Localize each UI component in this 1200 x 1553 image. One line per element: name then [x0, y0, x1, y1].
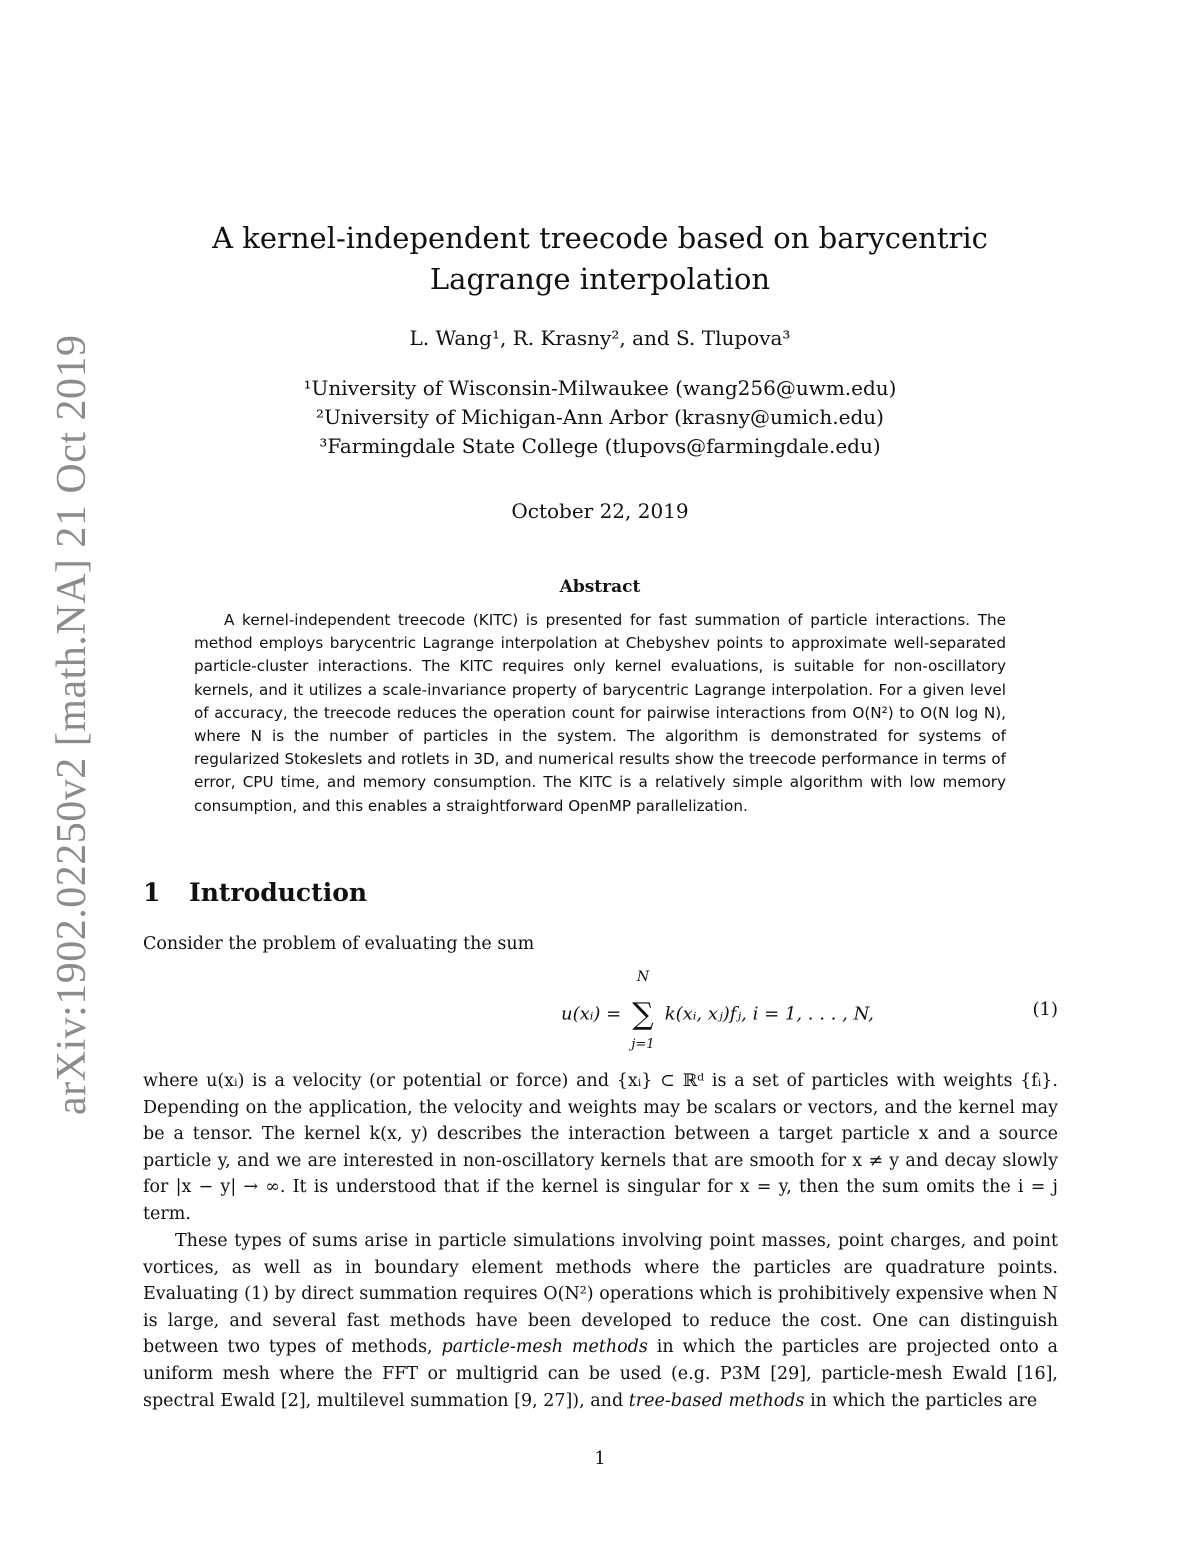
section-heading [143, 878, 367, 907]
equation-rhs: k(xᵢ, xⱼ)fⱼ, i = 1, . . . , N, [664, 1003, 874, 1025]
equation-body [561, 969, 874, 1052]
equation-number: (1) [1032, 999, 1058, 1020]
page-number: 1 [594, 1448, 606, 1469]
paper-date: October 22, 2019 [511, 499, 689, 523]
emphasis-particle-mesh: particle-mesh methods [441, 1337, 648, 1358]
paragraph-2-part-2: in which the particles are projected onto a uniform mesh where the FFT or multigrid can be used (e.g. P3M [29], particle-mesh Ewald [16], spectral Ewald [2], multilevel summation [9, 27]), and [143, 1337, 1058, 1411]
paper-title: A kernel-independent treecode based on barycentric Lagrange interpolation [212, 221, 988, 296]
paragraph-2-part-1: These types of sums arise in particle simulations involving point masses, point charges, and point vortices, as well as in boundary element methods where the particles are quadrature points. Evaluating (1) by direct summation requires O(N²) operations which is prohibitively expensive when N is large, and several fast methods have been developed to reduce the cost. One can distinguish between two types of methods, [143, 1231, 1058, 1358]
paragraph-2 [143, 1228, 1058, 1414]
affiliation-1: ¹University of Wisconsin-Milwaukee (wang256@uwm.edu) [303, 376, 897, 400]
author-list: L. Wang¹, R. Krasny², and S. Tlupova³ [409, 326, 791, 350]
affiliation-2: ²University of Michigan-Ann Arbor (krasny@umich.edu) [316, 405, 884, 429]
sum-lower-limit: j=1 [631, 1037, 655, 1052]
abstract-text: A kernel-independent treecode (KITC) is presented for fast summation of particle interactions. The method employs barycentric Lagrange interpolation at Chebyshev points to approximate well-separated particle-cluster interactions. The KITC requires only kernel evaluations, is suitable for non-oscillatory kernels, and it utilizes a scale-invariance property of barycentric Lagrange interpolation. For a given level of accuracy, the treecode reduces the operation count for pairwise interactions from O(N²) to O(N log N), where N is the number of particles in the system. The algorithm is demonstrated for systems of regularized Stokeslets and rotlets in 3D, and numerical results show the treecode performance in terms of error, CPU time, and memory consumption. The KITC is a relatively simple algorithm with low memory consumption, and this enables a straightforward OpenMP parallelization. [194, 611, 1006, 815]
emphasis-tree-based: tree-based methods [628, 1390, 805, 1411]
summation-symbol [630, 969, 656, 1052]
intro-sentence: Consider the problem of evaluating the sum [143, 934, 535, 954]
equation-lhs: u(xᵢ) = [561, 1003, 622, 1025]
paragraph-1: where u(xᵢ) is a velocity (or potential or force) and {xᵢ} ⊂ ℝᵈ is a set of particles with weights {fᵢ}. Depending on the application, the velocity and weights may be scalars or vectors, and the kernel may be a tensor. The kernel k(x, y) describes the interaction between a target particle x and a source particle y, and we are interested in non-oscillatory kernels that are smooth for x ≠ y and decay slowly for |x − y| → ∞. It is understood that if the kernel is singular for x = y, then the sum omits the i = j term. [143, 1071, 1058, 1224]
equation-1 [143, 969, 1058, 1055]
paragraph-2-part-3: in which the particles are [810, 1390, 1038, 1411]
sum-sigma: ∑ [632, 997, 654, 1032]
affiliations [150, 374, 1050, 461]
affiliation-3: ³Farmingdale State College (tlupovs@farmingdale.edu) [319, 434, 881, 458]
abstract-heading: Abstract [559, 577, 641, 597]
arxiv-stamp: arXiv:1902.02250v2 [math.NA] 21 Oct 2019 [49, 334, 95, 1115]
sum-upper-limit: N [636, 969, 650, 985]
section-number: 1 [143, 878, 161, 907]
section-title: Introduction [189, 878, 368, 907]
